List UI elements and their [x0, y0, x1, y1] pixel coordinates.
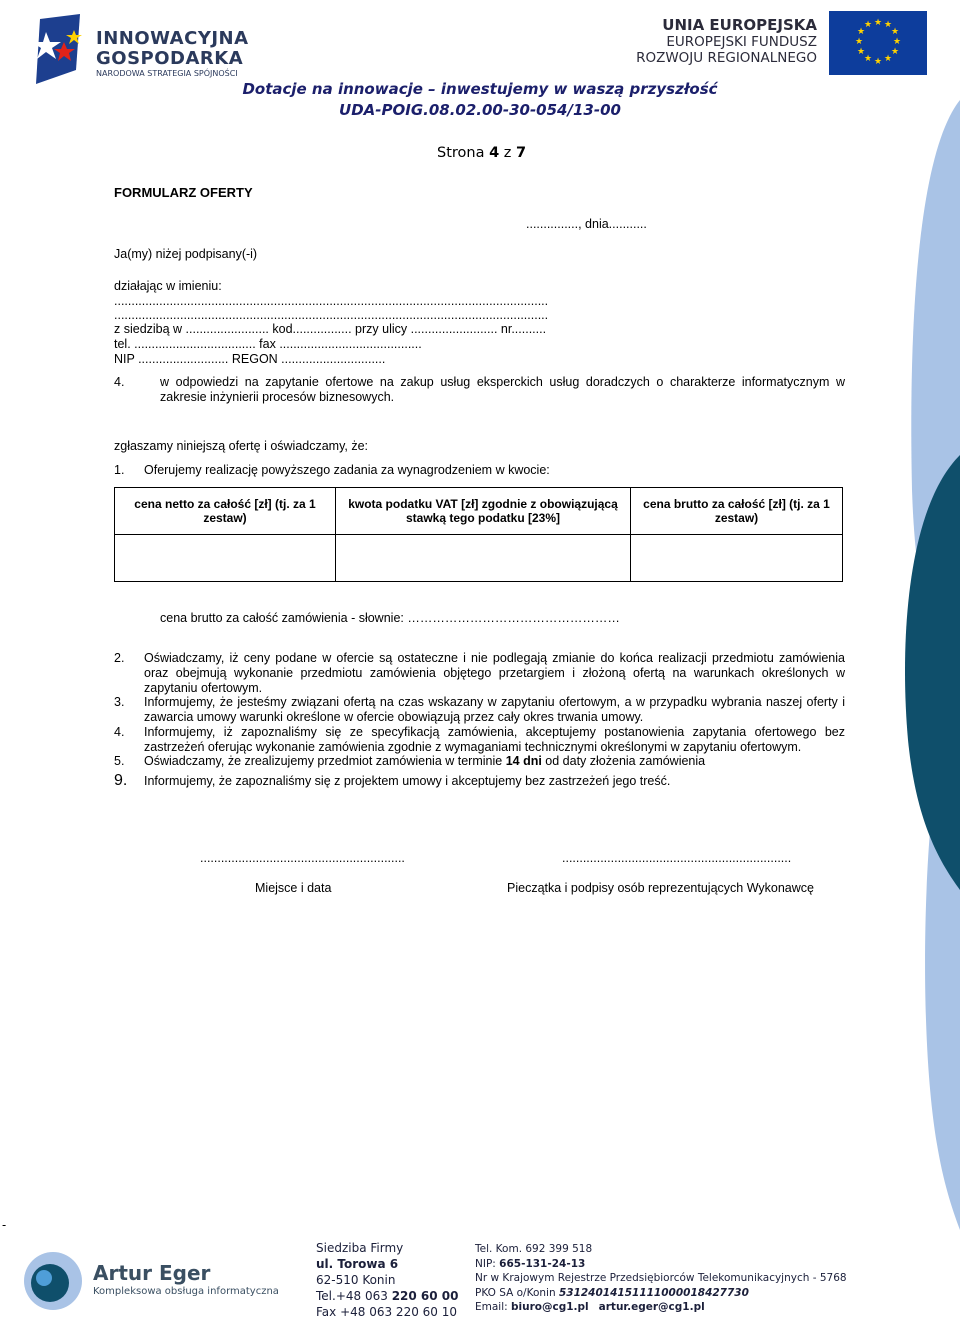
email-label: Email: — [475, 1301, 512, 1313]
bank-account-number: 53124014151111000018427730 — [558, 1286, 749, 1299]
svg-text:★: ★ — [856, 47, 866, 57]
star-emblem-icon — [34, 14, 90, 84]
svg-text:★: ★ — [863, 20, 873, 30]
item-5-text — [144, 754, 705, 769]
eu-label-line1: UNIA EUROPEJSKA — [662, 16, 817, 34]
street: ul. Torowa 6 — [316, 1257, 399, 1271]
decorative-curve — [860, 90, 960, 1230]
item-1-text: Oferujemy realizację powyższego zadania za wynagrodzeniem w kwocie: — [144, 463, 550, 477]
item-1-number: 1. — [114, 463, 125, 477]
offer-price-table — [114, 487, 843, 582]
tel-fax-line: tel. ................................... fax ......................................... — [114, 337, 422, 351]
phone-number: 220 60 00 — [391, 1289, 459, 1303]
telecom-registry: Nr w Krajowym Rejestrze Przedsiębiorców Telekomunikacyjnych - 5768 — [475, 1272, 847, 1284]
item-5-number: 5. — [114, 754, 125, 768]
item-5-deadline: 14 dni — [505, 754, 542, 768]
company-tagline: Kompleksowa obsługa informatyczna — [93, 1286, 279, 1297]
item-4-text: Informujemy, iż zapoznaliśmy się ze specyfikacją zamówienia, akceptujemy postanowienia zapytania ofertowego bez zastrzeżeń oferując wykonanie zamówienia zgodnie z wymaganiami technicznymi określonymi w zapytaniu ofertowym. — [144, 725, 845, 754]
svg-text:★: ★ — [854, 37, 864, 47]
item-5-text-start: Oświadczamy, że zrealizujemy przedmiot zamówienia w terminie — [144, 754, 506, 768]
item-3-text: Informujemy, że jesteśmy związani ofertą na czas wskazany w zapytaniu ofertowym, a w przypadku wybrania naszej oferty i zawarcia umowy warunki określone w ofercie obowiązują przez cały okres trwania umowy. — [144, 695, 845, 724]
item-9-text: Informujemy, że zapoznaliśmy się z projektem umowy i akceptujemy bez zastrzeżeń jego treść. — [144, 774, 671, 788]
svg-text:★: ★ — [873, 18, 883, 28]
project-reference-number: UDA-POIG.08.02.00-30-054/13-00 — [339, 101, 621, 119]
cell-gross-price[interactable] — [631, 535, 843, 582]
project-slogan: Dotacje na innowacje – inwestujemy w waszą przyszłość — [242, 80, 718, 98]
nip-label: NIP: — [475, 1257, 500, 1270]
eu-label-line3: ROZWOJU REGIONALNEGO — [636, 50, 817, 66]
cell-vat-amount[interactable] — [336, 535, 631, 582]
logo-subtitle: NARODOWA STRATEGIA SPÓJNOŚCI — [96, 69, 238, 78]
header-gross-price: cena brutto za całość [zł] (tj. za 1 zestaw) — [631, 488, 843, 535]
svg-text:★: ★ — [883, 54, 893, 64]
page-label: Strona — [437, 145, 485, 161]
declaration-line: zgłaszamy niniejszą ofertę i oświadczamy, że: — [114, 439, 369, 453]
artur-eger-logo-icon — [22, 1250, 84, 1312]
intro-number: 4. — [114, 375, 125, 389]
innowacyjna-gospodarka-logo — [34, 14, 264, 86]
place-date-line: ..............., dnia........... — [526, 217, 647, 231]
page-total: 7 — [516, 145, 527, 161]
logo-line2: GOSPODARKA — [96, 48, 244, 69]
intro-text: w odpowiedzi na zapytanie ofertowe na zakup usług eksperckich usług doradczych o charakterze informatycznym w zakresie inżynierii procesów biznesowych. — [160, 375, 845, 404]
gross-price-in-words: cena brutto za całość zamówienia - słownie: …………………………………………… — [160, 611, 620, 625]
email-personal[interactable]: artur.eger@cg1.pl — [598, 1301, 705, 1313]
address-line: z siedzibą w ........................ kod................. przy ulicy ......................... nr.......... — [114, 322, 547, 336]
svg-text:★: ★ — [856, 27, 866, 37]
form-title: FORMULARZ OFERTY — [114, 185, 253, 200]
place-and-date-label: Miejsce i data — [255, 881, 332, 895]
svg-text:★: ★ — [883, 20, 893, 30]
svg-text:★: ★ — [892, 37, 902, 47]
stamp-signature-label: Pieczątka i podpisy osób reprezentujących Wykonawcę — [507, 881, 814, 895]
nip-regon-line: NIP .......................... REGON .............................. — [114, 352, 386, 366]
undersigned-line: Ja(my) niżej podpisany(-i) — [114, 247, 258, 261]
nip — [475, 1257, 847, 1272]
footer-contact-block — [475, 1242, 847, 1315]
nip-value: 665-131-24-13 — [499, 1257, 586, 1270]
eu-label-line2: EUROPEJSKI FUNDUSZ — [666, 34, 817, 50]
svg-text:★: ★ — [873, 57, 883, 67]
bank-prefix: PKO SA o/Konin — [475, 1286, 559, 1299]
item-4-number: 4. — [114, 725, 125, 739]
item-3-number: 3. — [114, 695, 125, 709]
page-current: 4 — [489, 145, 500, 161]
fax: Fax +48 063 220 60 10 — [316, 1305, 457, 1319]
page-number — [437, 145, 526, 161]
item-2-text: Oświadczamy, iż ceny podane w ofercie są ostateczne i nie podlegają zmianie do końca realizacji przedmiotu zamówienia oraz obejmują wykonanie przedmiotu zamówienia objętego przetargiem i złożoną ofertą na warunkach określonych w zapytaniu ofertowym. — [144, 651, 845, 695]
mobile: Tel. Kom. 692 399 518 — [475, 1243, 593, 1255]
stray-mark: - — [2, 1218, 7, 1232]
item-9-number: 9. — [114, 772, 128, 789]
eu-flag-icon — [829, 11, 927, 75]
hq-label: Siedziba Firmy — [316, 1241, 404, 1255]
bank-account — [475, 1286, 847, 1301]
item-2-number: 2. — [114, 651, 125, 665]
header-vat-amount: kwota podatku VAT [zł] zgodnie z obowiązującą stawką tego podatku [23%] — [336, 488, 631, 535]
acting-on-behalf-label: działając w imieniu: — [114, 279, 222, 293]
header-net-price: cena netto za całość [zł] (tj. za 1 zestaw) — [115, 488, 336, 535]
cell-net-price[interactable] — [115, 535, 336, 582]
footer-address-block — [316, 1240, 459, 1320]
page-sep: z — [503, 145, 512, 161]
phone-prefix: Tel.+48 063 — [316, 1289, 392, 1303]
company-name-dots-2: ............................................................................................................................. — [114, 308, 549, 322]
phone — [316, 1288, 459, 1304]
svg-text:★: ★ — [890, 27, 900, 37]
signature-dots-right: .................................................................. — [562, 851, 792, 865]
svg-text:★: ★ — [890, 47, 900, 57]
city: 62-510 Konin — [316, 1273, 396, 1287]
logo-line1: INNOWACYJNA — [96, 28, 249, 49]
company-name-dots-1: ............................................................................................................................. — [114, 294, 549, 308]
company-name: Artur Eger — [93, 1261, 211, 1285]
item-5-text-end: od daty złożenia zamówienia — [541, 754, 706, 768]
email — [475, 1300, 847, 1315]
email-office[interactable]: biuro@cg1.pl — [511, 1301, 589, 1313]
svg-text:★: ★ — [863, 54, 873, 64]
signature-dots-left: ........................................................... — [200, 851, 405, 865]
